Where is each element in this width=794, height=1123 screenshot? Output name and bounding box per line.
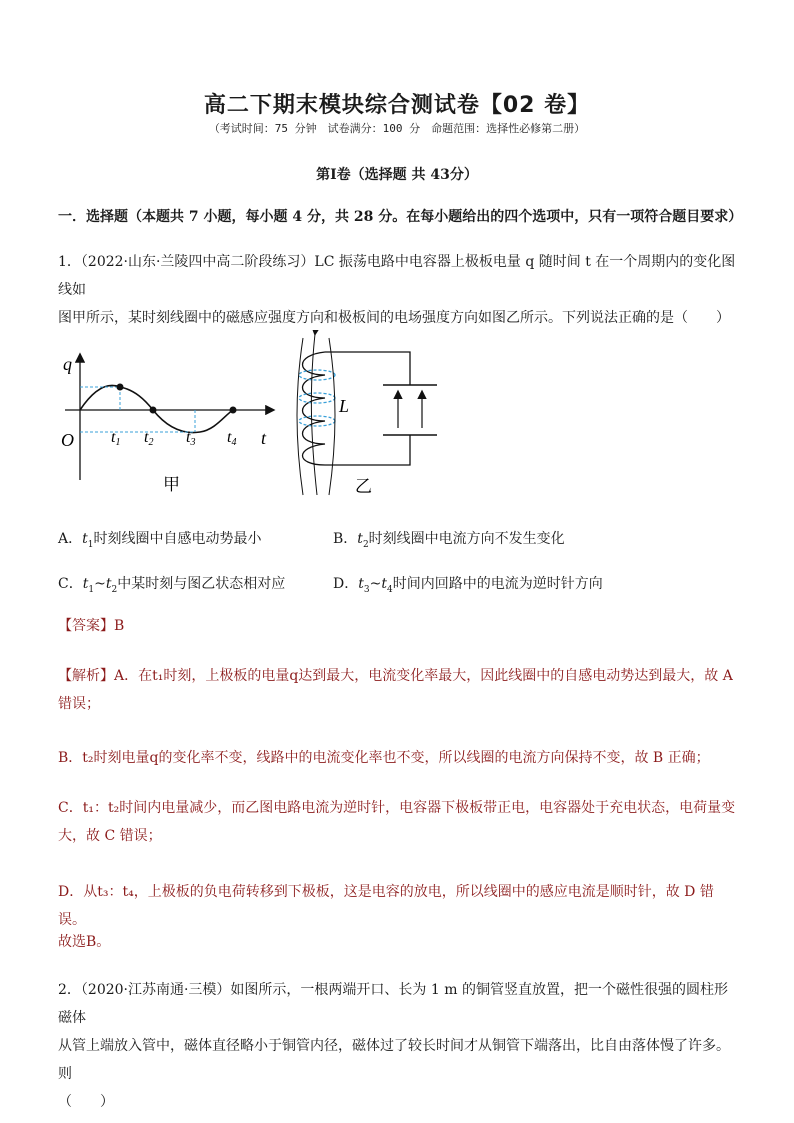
circuit-wire: [325, 352, 410, 465]
analysis-a: 【解析】A．在t₁时刻，上极板的电量q达到最大，电流变化率最大，因此线圈中的自感电动势达到最大，故 A 错误；: [58, 668, 733, 712]
question-1-stem-line2: 图甲所示，某时刻线圈中的磁感应强度方向和极板间的电场强度方向如图乙所示。下列说法正确的是（ ）: [58, 310, 730, 326]
exam-info: （考试时间：75 分钟 试卷满分：100 分 命题范围：选择性必修第二册）: [208, 122, 586, 135]
inductor-label: L: [339, 396, 350, 416]
figure-a-caption: 甲: [163, 475, 180, 494]
option-a: A．$t_1$时刻线圈中自感电动势最小: [58, 531, 262, 550]
figure-lc-circuit: [285, 330, 455, 505]
question-1-stem-line1: 1．（2022·山东·兰陵四中高二阶段练习）LC 振荡电路中电容器上极板电量 q 随时间 t 在一个周期内的变化图线如: [58, 254, 736, 298]
option-d: D．$t_3\sim t_4$时间内回路中的电流为逆时针方向: [333, 576, 603, 595]
field-line-3: [329, 338, 335, 495]
analysis-c: C．t₁：t₂时间内电量减少，而乙图电路电流为逆时针，电容器下极板带正电，电容器处于充电状态，电荷量变 大，故 C 错误；: [58, 800, 736, 844]
field-line-2: [311, 334, 317, 495]
page-title: 高二下期末模块综合测试卷【02 卷】: [203, 93, 591, 118]
section-heading: 一．选择题（本题共 7 小题，每小题 4 分，共 28 分。在每小题给出的四个选项中，只有一项符合题目要求）: [58, 209, 743, 225]
tick-t4: t4: [227, 429, 237, 448]
option-c: C．$t_1\sim t_2$中某时刻与图乙状态相对应: [58, 576, 286, 595]
analysis-b: B．t₂时刻电量q的变化率不变，线路中的电流变化率也不变，所以线圈的电流方向保持不变，故 B 正确；: [58, 750, 710, 766]
field-line-1: [297, 338, 303, 495]
inductor-coil: [299, 352, 335, 465]
analysis-conclusion: 故选B。: [58, 934, 111, 950]
figure-charge-graph: [55, 340, 285, 500]
y-axis-label: q: [63, 354, 72, 374]
figure-b-caption: 乙: [355, 477, 372, 496]
tick-t1: t1: [111, 429, 121, 448]
point-t4: [230, 407, 237, 414]
tick-t3: t3: [186, 429, 196, 448]
question-2-stem: 2．（2020·江苏南通·三模）如图所示，一根两端开口、长为 1 m 的铜管竖直放置，把一个磁性很强的圆柱形磁体 从管上端放入管中，磁体直径略小于铜管内径，磁体过了较长时间才从铜管下端落出，比自由落体慢了许多。则 （ ）: [58, 982, 730, 1110]
charge-curve: [80, 385, 233, 432]
tick-t2: t2: [144, 429, 154, 448]
volume-heading: 第Ⅰ卷（选择题 共 43分）: [316, 167, 478, 183]
analysis-d: D．从t₃：t₄，上极板的负电荷转移到下极板，这是电容的放电，所以线圈中的感应电流是顺时针，故 D 错误。: [58, 884, 714, 928]
point-max: [117, 384, 124, 391]
x-axis-label: t: [261, 428, 267, 448]
origin-label: O: [61, 430, 74, 450]
point-t2: [150, 407, 157, 414]
option-b: B．$t_2$时刻线圈中电流方向不发生变化: [333, 531, 565, 550]
question-1-stem: [58, 248, 738, 332]
answer: 【答案】B: [58, 618, 125, 634]
